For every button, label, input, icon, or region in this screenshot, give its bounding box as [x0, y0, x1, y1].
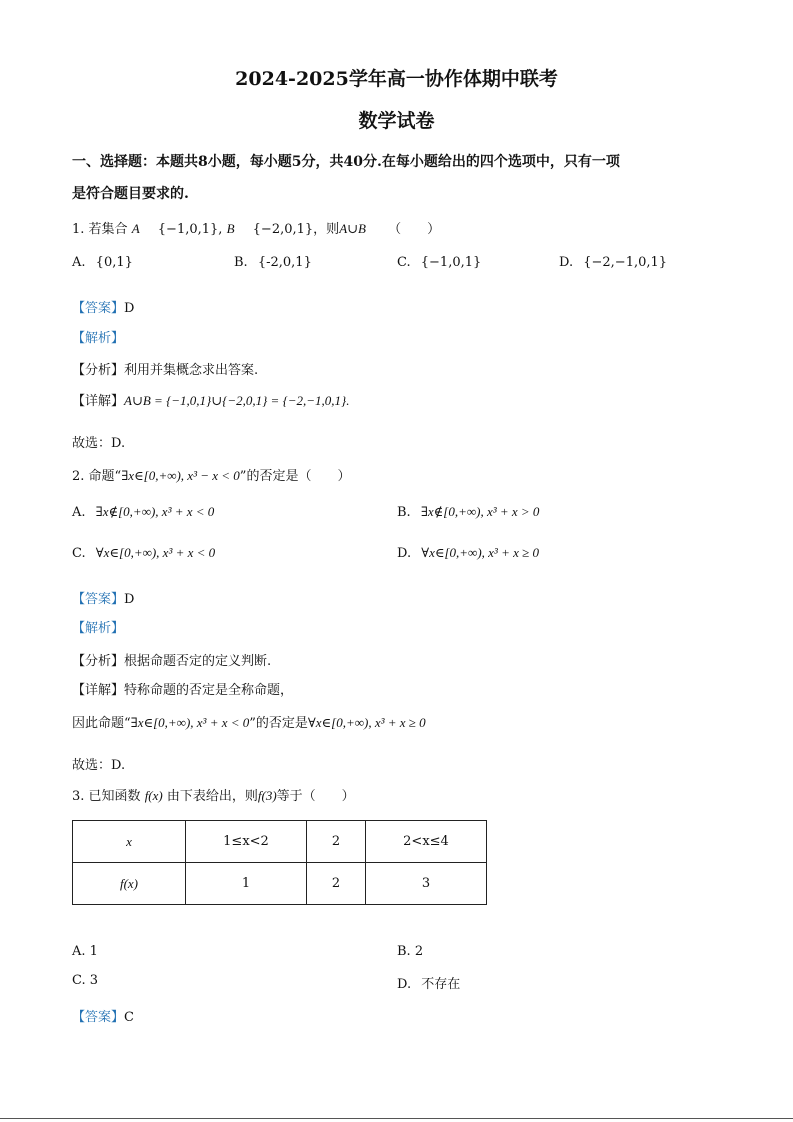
q1-paren: （ ） [388, 222, 441, 237]
q3-option-d: D. 不存在 [397, 977, 461, 992]
q1-expr: A∪B [339, 221, 366, 236]
section-heading-line2: 是符合题目要求的. [72, 186, 189, 202]
q1-stem-text: 1. 若集合 [72, 222, 128, 237]
section-heading-line1: 一、选择题：本题共8小题，每小题5分，共40分.在每小题给出的四个选项中，只有一项 [72, 154, 620, 170]
q2-option-d: D. ∀x∈[0,+∞), x³ + x ≥ 0 [397, 545, 539, 561]
table-cell: 2<x≤4 [366, 821, 487, 863]
q2-answer: 【答案】D [72, 592, 135, 607]
q1-fenxi: 【分析】利用并集概念求出答案. [72, 363, 259, 378]
q2-option-b: B. ∃x∉[0,+∞), x³ + x > 0 [397, 504, 540, 520]
q1-option-c: C. {−1,0,1} [397, 255, 482, 270]
q2-option-a: A. ∃x∉[0,+∞), x³ + x < 0 [72, 504, 215, 520]
table-cell: 1≤x<2 [186, 821, 307, 863]
q1-set-a-value: {−1,0,1} [157, 222, 219, 237]
q1-then: ，则 [313, 222, 340, 237]
q1-analysis-tag: 【解析】 [72, 331, 125, 346]
q2-stem: 2. 命题“∃x∈[0,+∞), x³ − x < 0”的否定是（ ） [72, 468, 351, 484]
table-cell: 3 [366, 863, 487, 905]
answer-tag: 【答案】 [72, 301, 125, 316]
table-cell: 1 [186, 863, 307, 905]
q2-analysis-tag: 【解析】 [72, 621, 125, 636]
q3-option-a: A. 1 [72, 944, 98, 959]
q3-stem: 3. 已知函数 f(x) 由下表给出，则f(3)等于（ ） [72, 788, 355, 804]
table-cell: f(x) [73, 863, 186, 905]
q2-conclusion: 故选：D. [72, 758, 126, 773]
q1-option-b: B. {-2,0,1} [234, 255, 312, 270]
q3-answer: 【答案】C [72, 1010, 134, 1025]
q1-answer: 【答案】D [72, 301, 135, 316]
page-subtitle: 数学试卷 [358, 110, 435, 132]
q2-xiangjie: 【详解】特称命题的否定是全称命题， [72, 683, 294, 698]
table-cell: 2 [307, 863, 366, 905]
table-cell: 2 [307, 821, 366, 863]
q1-stem: 1. 若集合 A {−1,0,1}, B {−2,0,1}，则A∪B （ ） [72, 221, 441, 237]
q1-set-b-value: {−2,0,1} [252, 222, 314, 237]
q2-fenxi: 【分析】根据命题否定的定义判断. [72, 654, 272, 669]
q3-option-b: B. 2 [397, 944, 424, 959]
function-table [72, 820, 487, 905]
table-row [73, 821, 487, 863]
table-row [73, 863, 487, 905]
q1-xiangjie: 【详解】A∪B = {−1,0,1}∪{−2,0,1} = {−2,−1,0,1}. [72, 393, 350, 409]
q1-option-d: D. {−2,−1,0,1} [559, 255, 668, 270]
q2-option-c: C. ∀x∈[0,+∞), x³ + x < 0 [72, 545, 216, 561]
q3-option-c: C. 3 [72, 973, 99, 988]
q1-conclusion: 故选：D. [72, 436, 126, 451]
page-title: 2024-2025学年高一协作体期中联考 [235, 68, 558, 90]
q2-therefore: 因此命题“∃x∈[0,+∞), x³ + x < 0”的否定是∀x∈[0,+∞), x³ + x ≥ 0 [72, 715, 426, 731]
page-bottom-rule [0, 1118, 793, 1119]
q1-set-b: B [226, 221, 235, 236]
q1-set-a: A [131, 221, 140, 236]
table-cell: x [73, 821, 186, 863]
q1-option-a: A. {0,1} [72, 255, 133, 270]
